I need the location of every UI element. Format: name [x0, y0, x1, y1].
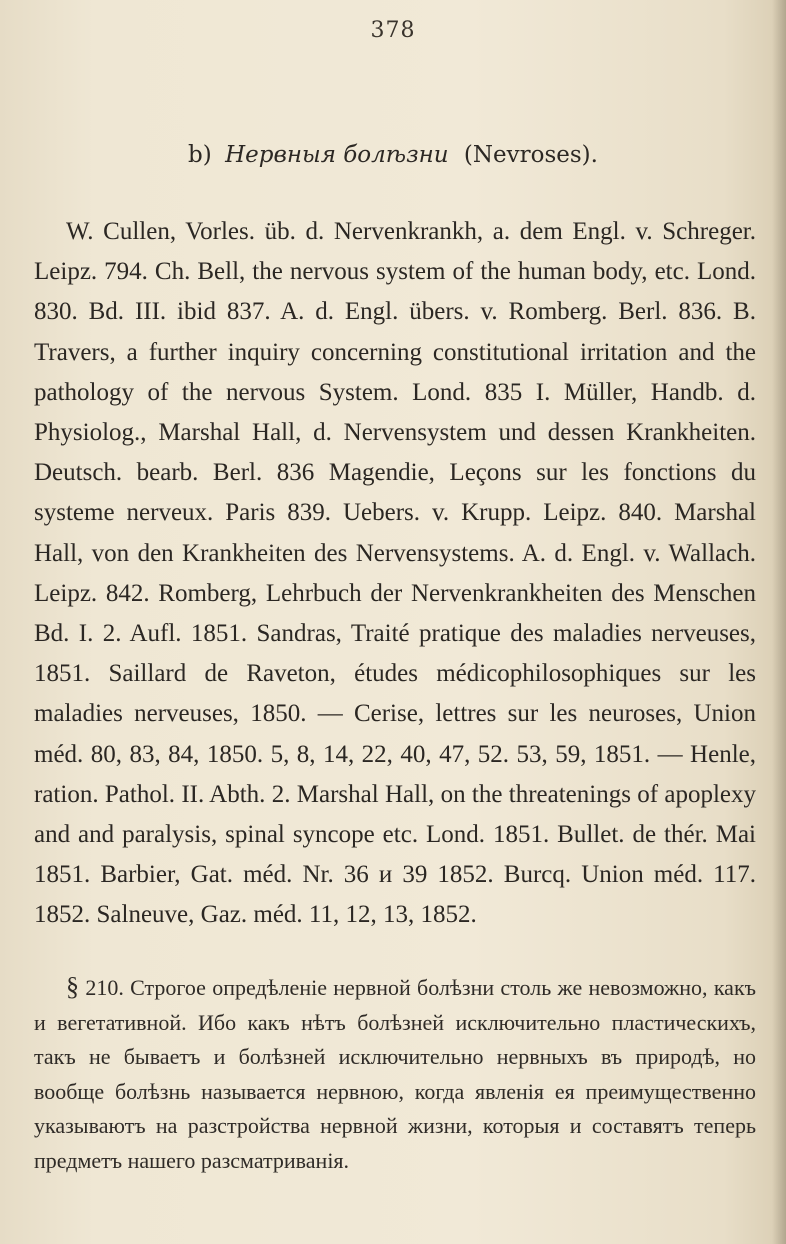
bibliography-text: W. Cullen, Vorles. üb. d. Nervenkrankh, a. dem Engl. v. Schreger. Leipz. 794. Ch. Bell, the nervous system of the human body, etc. Lond. 830. Bd. III. ibid 837. A. d. Engl. übers. v. Romberg. Berl. 836. B. Travers, a further inquiry concerning constitutional irritation and the pathology of the nervous System. Lond. 835 I. Müller, Handb. d. Physiolog., Marshal Hall, d. Nervensystem und dessen Krankheiten. Deutsch. bearb. Berl. 836 Magendie, Leçons sur les fonctions du systeme nerveux. Paris 839. Uebers. v. Krupp. Leipz. 840. Marshal Hall, von den Krankheiten des Nervensystems. A. d. Engl. v. Wallach. Leipz. 842. Romberg, Lehrbuch der Nervenkrankheiten des Menschen Bd. I. 2. Aufl. 1851. Sandras, Traité pratique des maladies nerveuses, 1851. Saillard de Raveton, études médicophilosophiques sur les maladies nerveuses, 1850. — Cerise, lettres sur les neuroses, Union méd. 80, 83, 84, 1850. 5, 8, 14, 22, 40, 47, 52. 53, 59, 1851. — Henle, ration. Pathol. II. Abth. 2. Marshal Hall, on the threatenings of apoplexy and and paralysis, spinal syncope etc. Lond. 1851. Bullet. de thér. Mai 1851. Barbier, Gat. méd. Nr. 36 и 39 1852. Burcq. Union méd. 117. 1852. Salneuve, Gaz. méd. 11, 12, 13, 1852. — [34, 218, 756, 929]
paragraph-210 — [34, 970, 756, 1179]
page-edge-shadow — [772, 0, 786, 1244]
section-sign: § — [66, 972, 79, 1001]
section-heading — [0, 142, 786, 168]
page-number: 378 — [370, 18, 416, 43]
paragraph-210-body — [34, 970, 756, 1179]
bibliography-block — [34, 212, 756, 936]
section-marker: b) — [188, 142, 212, 168]
section-title-russian: Нервныя болѣзни — [225, 142, 449, 168]
section-title-french: (Nevroses). — [463, 142, 598, 168]
paragraph-210-text: 210. Строгое опредѣленіе нервной болѣзни столь же невозможно, какъ и вегетативной. Ибо какъ нѣтъ болѣзней исключительно пластическихъ, такъ не бываетъ и болѣзней исключительно нервныхъ въ природѣ, но вообще болѣзнь называется нервною, когда явленія ея преимущественно указываютъ на разстройства нервной жизни, которыя и составятъ теперь предметъ нашего разсматриванія. — [34, 975, 757, 1173]
